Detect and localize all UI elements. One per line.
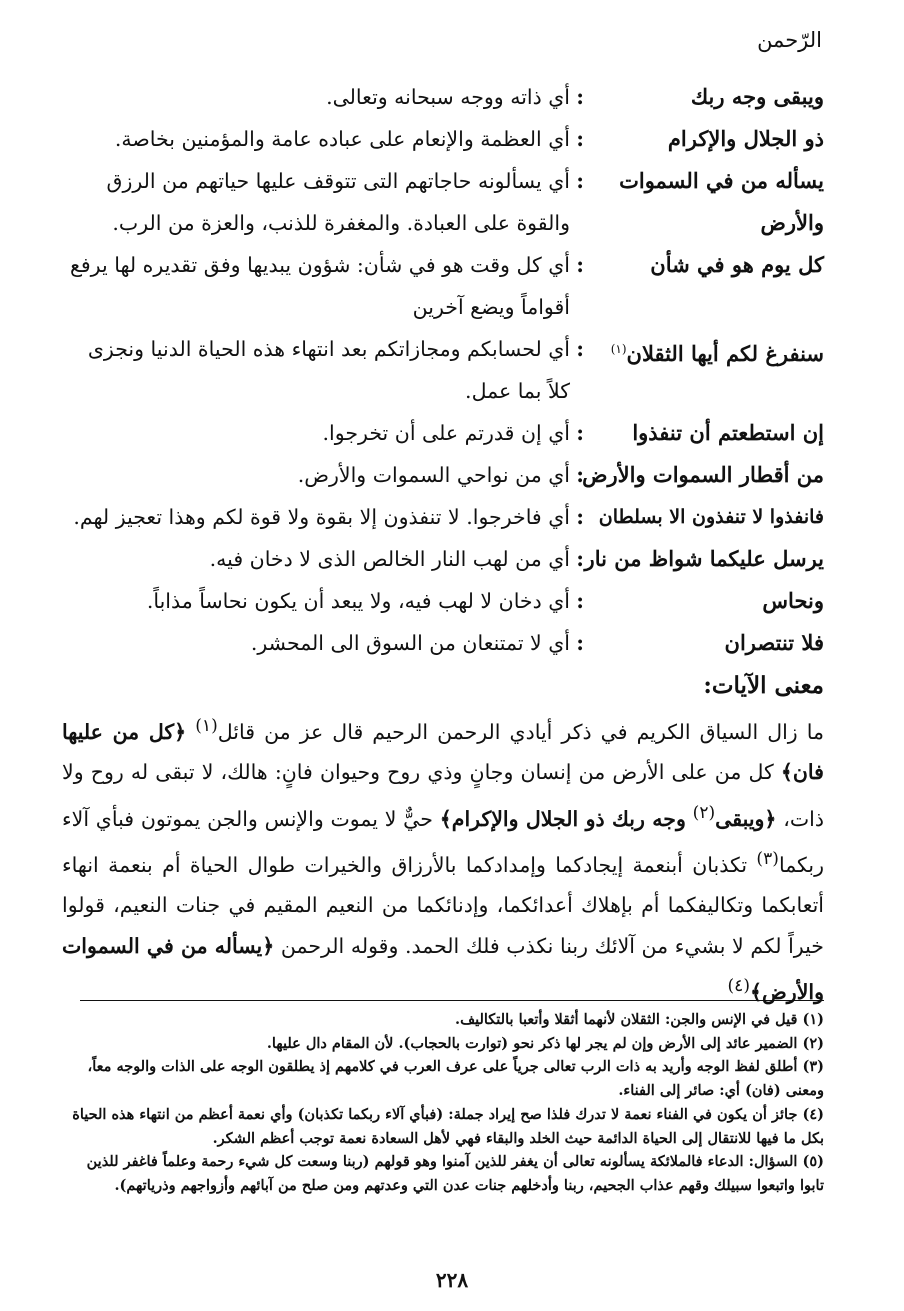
glossary-term: يرسل عليكما شواظ من نار: [584, 546, 824, 571]
footnote-ref: (١): [195, 716, 218, 736]
commentary-paragraph: [62, 706, 824, 1013]
colon-separator: :: [576, 168, 584, 193]
glossary-definition: أي لحسابكم ومجازاتكم بعد انتهاء هذه الحياة الدنيا ونجزى كلاً بما عمل.: [87, 337, 570, 403]
paragraph-text: ما زال السياق الكريم في ذكر أيادي الرحمن الرحيم قال عز من قائل: [217, 719, 824, 744]
glossary-term: ونحاس: [762, 588, 824, 613]
glossary-definition: أي دخان لا لهب فيه، ولا يبعد أن يكون نحاساً مذاباً.: [146, 589, 570, 613]
glossary-term-text: سنفرغ لكم أيها الثقلان: [626, 341, 824, 366]
colon-separator: :: [576, 504, 584, 529]
colon-separator: :: [576, 462, 584, 487]
glossary-term: فلا تنتصران: [724, 630, 824, 655]
glossary-entry: [62, 580, 824, 622]
glossary-definition: أي كل وقت هو في شأن: شؤون يبديها وفق تقديره لها يرفع أقواماً ويضع آخرين: [69, 253, 570, 319]
glossary-term: يسأله من في السموات والأرض: [619, 168, 824, 235]
glossary-term: إن استطعتم أن تنفذوا: [632, 420, 824, 445]
footnote: (٥) السؤال: الدعاء فالملائكة يسألونه تعالى أن يغفر للذين آمنوا وهو قولهم (ربنا وسعت كل شيء رحمة وعلماً فاغفر للذين تابوا واتبعوا سبيلك وقهم عذاب الجحيم، ربنا وأدخلهم جنات عدن التي وعدتهم ومن صلح من آبائهم وأزواجهم وذرياتهم).: [86, 1153, 824, 1194]
glossary-term: كل يوم هو في شأن: [650, 252, 824, 277]
footnote: (٢) الضمير عائد إلى الأرض وإن لم يجر لها ذكر نحو (توارت بالحجاب). لأن المقام دال عليها.: [266, 1034, 824, 1052]
glossary-definition: أي فاخرجوا. لا تنفذون إلا بقوة ولا قوة لكم وهذا تعجيز لهم.: [73, 505, 570, 529]
glossary-term: فانفذوا لا تنفذون الا بسلطان: [598, 506, 824, 528]
glossary-entry: [62, 160, 824, 244]
footnote: (١) قيل في الإنس والجن: الثقلان لأنهما أثقلا وأتعبا بالتكاليف.: [455, 1011, 824, 1028]
colon-separator: :: [576, 546, 584, 571]
quranic-quote: وجه ربك ذو الجلال والإكرام﴾: [439, 806, 686, 831]
footnote-divider: [80, 1000, 824, 1001]
glossary-definition: أي لا تمتنعان من السوق الى المحشر.: [250, 631, 570, 655]
glossary-entry: [62, 118, 824, 160]
glossary: [62, 76, 824, 1013]
footnote-ref: (٤): [727, 976, 751, 997]
quranic-quote: ﴿يسأله من في السموات والأرض﴾: [62, 933, 824, 1005]
glossary-term: [584, 328, 824, 375]
glossary-entry: [62, 496, 824, 538]
footnotes: [62, 1008, 824, 1198]
colon-separator: :: [576, 84, 584, 109]
glossary-definition: أي إن قدرتم على أن تخرجوا.: [322, 421, 570, 445]
glossary-definition: أي ذاته ووجه سبحانه وتعالى.: [326, 85, 570, 109]
page-number: ٢٢٨: [435, 1268, 469, 1292]
colon-separator: :: [576, 630, 584, 655]
footnote-ref: (٣): [756, 849, 779, 870]
footnote-ref: (١): [610, 342, 627, 356]
glossary-definition: أي من لهب النار الخالص الذى لا دخان فيه.: [209, 547, 570, 571]
glossary-definition: أي من نواحي السموات والأرض.: [297, 463, 570, 487]
glossary-entry: [62, 328, 824, 412]
colon-separator: :: [576, 420, 584, 445]
footnote: (٤) جائز أن يكون في الفناء نعمة لا تدرك فلذا صح إيراد جملة: (فبأي آلاء ربكما تكذبان) وأي نعمة أعظم من انتهاء هذه الحياة بكل ما فيها للانتقال إلى الحياة الدائمة حيث الخلد والبقاء فهي لأهل السعادة نعمة توجب أعظم الشكر.: [72, 1105, 824, 1147]
footnote: (٣) أطلق لفظ الوجه وأريد به ذات الرب تعالى جرياً على عرف العرب في كلامهم إذ يطلقون الوجه على الذات والوجه معاً، ومعنى (فان) أي: صائر إلى الفناء.: [87, 1058, 824, 1100]
colon-separator: :: [576, 588, 584, 613]
colon-separator: :: [576, 336, 584, 361]
running-header: الرّحمن: [757, 28, 822, 52]
glossary-entry: [62, 76, 824, 118]
glossary-definition: أي العظمة والإنعام على عباده عامة والمؤمنين بخاصة.: [114, 127, 570, 151]
glossary-entry: [62, 454, 824, 496]
glossary-entry: [62, 538, 824, 580]
glossary-term: من أقطار السموات والأرض: [582, 462, 824, 487]
colon-separator: :: [576, 252, 584, 277]
glossary-term: ذو الجلال والإكرام: [667, 126, 824, 151]
glossary-term: ويبقى وجه ربك: [690, 84, 824, 109]
paragraph-text: حيٌّ لا يموت والإنس والجن يموتون فبأي آلاء ربكما: [62, 806, 824, 877]
glossary-entry: [62, 622, 824, 664]
paragraph-text: كل من على الأرض من إنسان وجانٍ وذي روح وحيوان فانٍ: هالك، لا تبقى له روح ولا ذات،: [62, 760, 824, 831]
glossary-entry: [62, 412, 824, 454]
section-title: معنى الآيات:: [703, 672, 824, 699]
quranic-quote: ﴿ويبقى: [715, 806, 777, 831]
quranic-quote: ﴿كل من عليها فان﴾: [62, 719, 824, 785]
footnote-ref: (٢): [692, 802, 716, 823]
paragraph-text: تكذبان أبنعمة إيجادكما وإمدادكما بالأرزاق والخيرات طوال الحياة أم بنعمة انهاء أتعابكما وتكاليفكما أم بإهلاك أعدائكما، وإدنائكما من النعيم المقيم في جنات النعيم، قولوا خيراً لكم لا بشيء من آلائك ربنا نكذب فلك الحمد. وقوله الرحمن: [62, 852, 824, 958]
colon-separator: :: [576, 126, 584, 151]
glossary-entry: [62, 244, 824, 328]
glossary-definition: أي يسألونه حاجاتهم التى تتوقف عليها حياتهم من الرزق والقوة على العبادة. والمغفرة للذنب، والعزة من الرب.: [106, 169, 570, 235]
